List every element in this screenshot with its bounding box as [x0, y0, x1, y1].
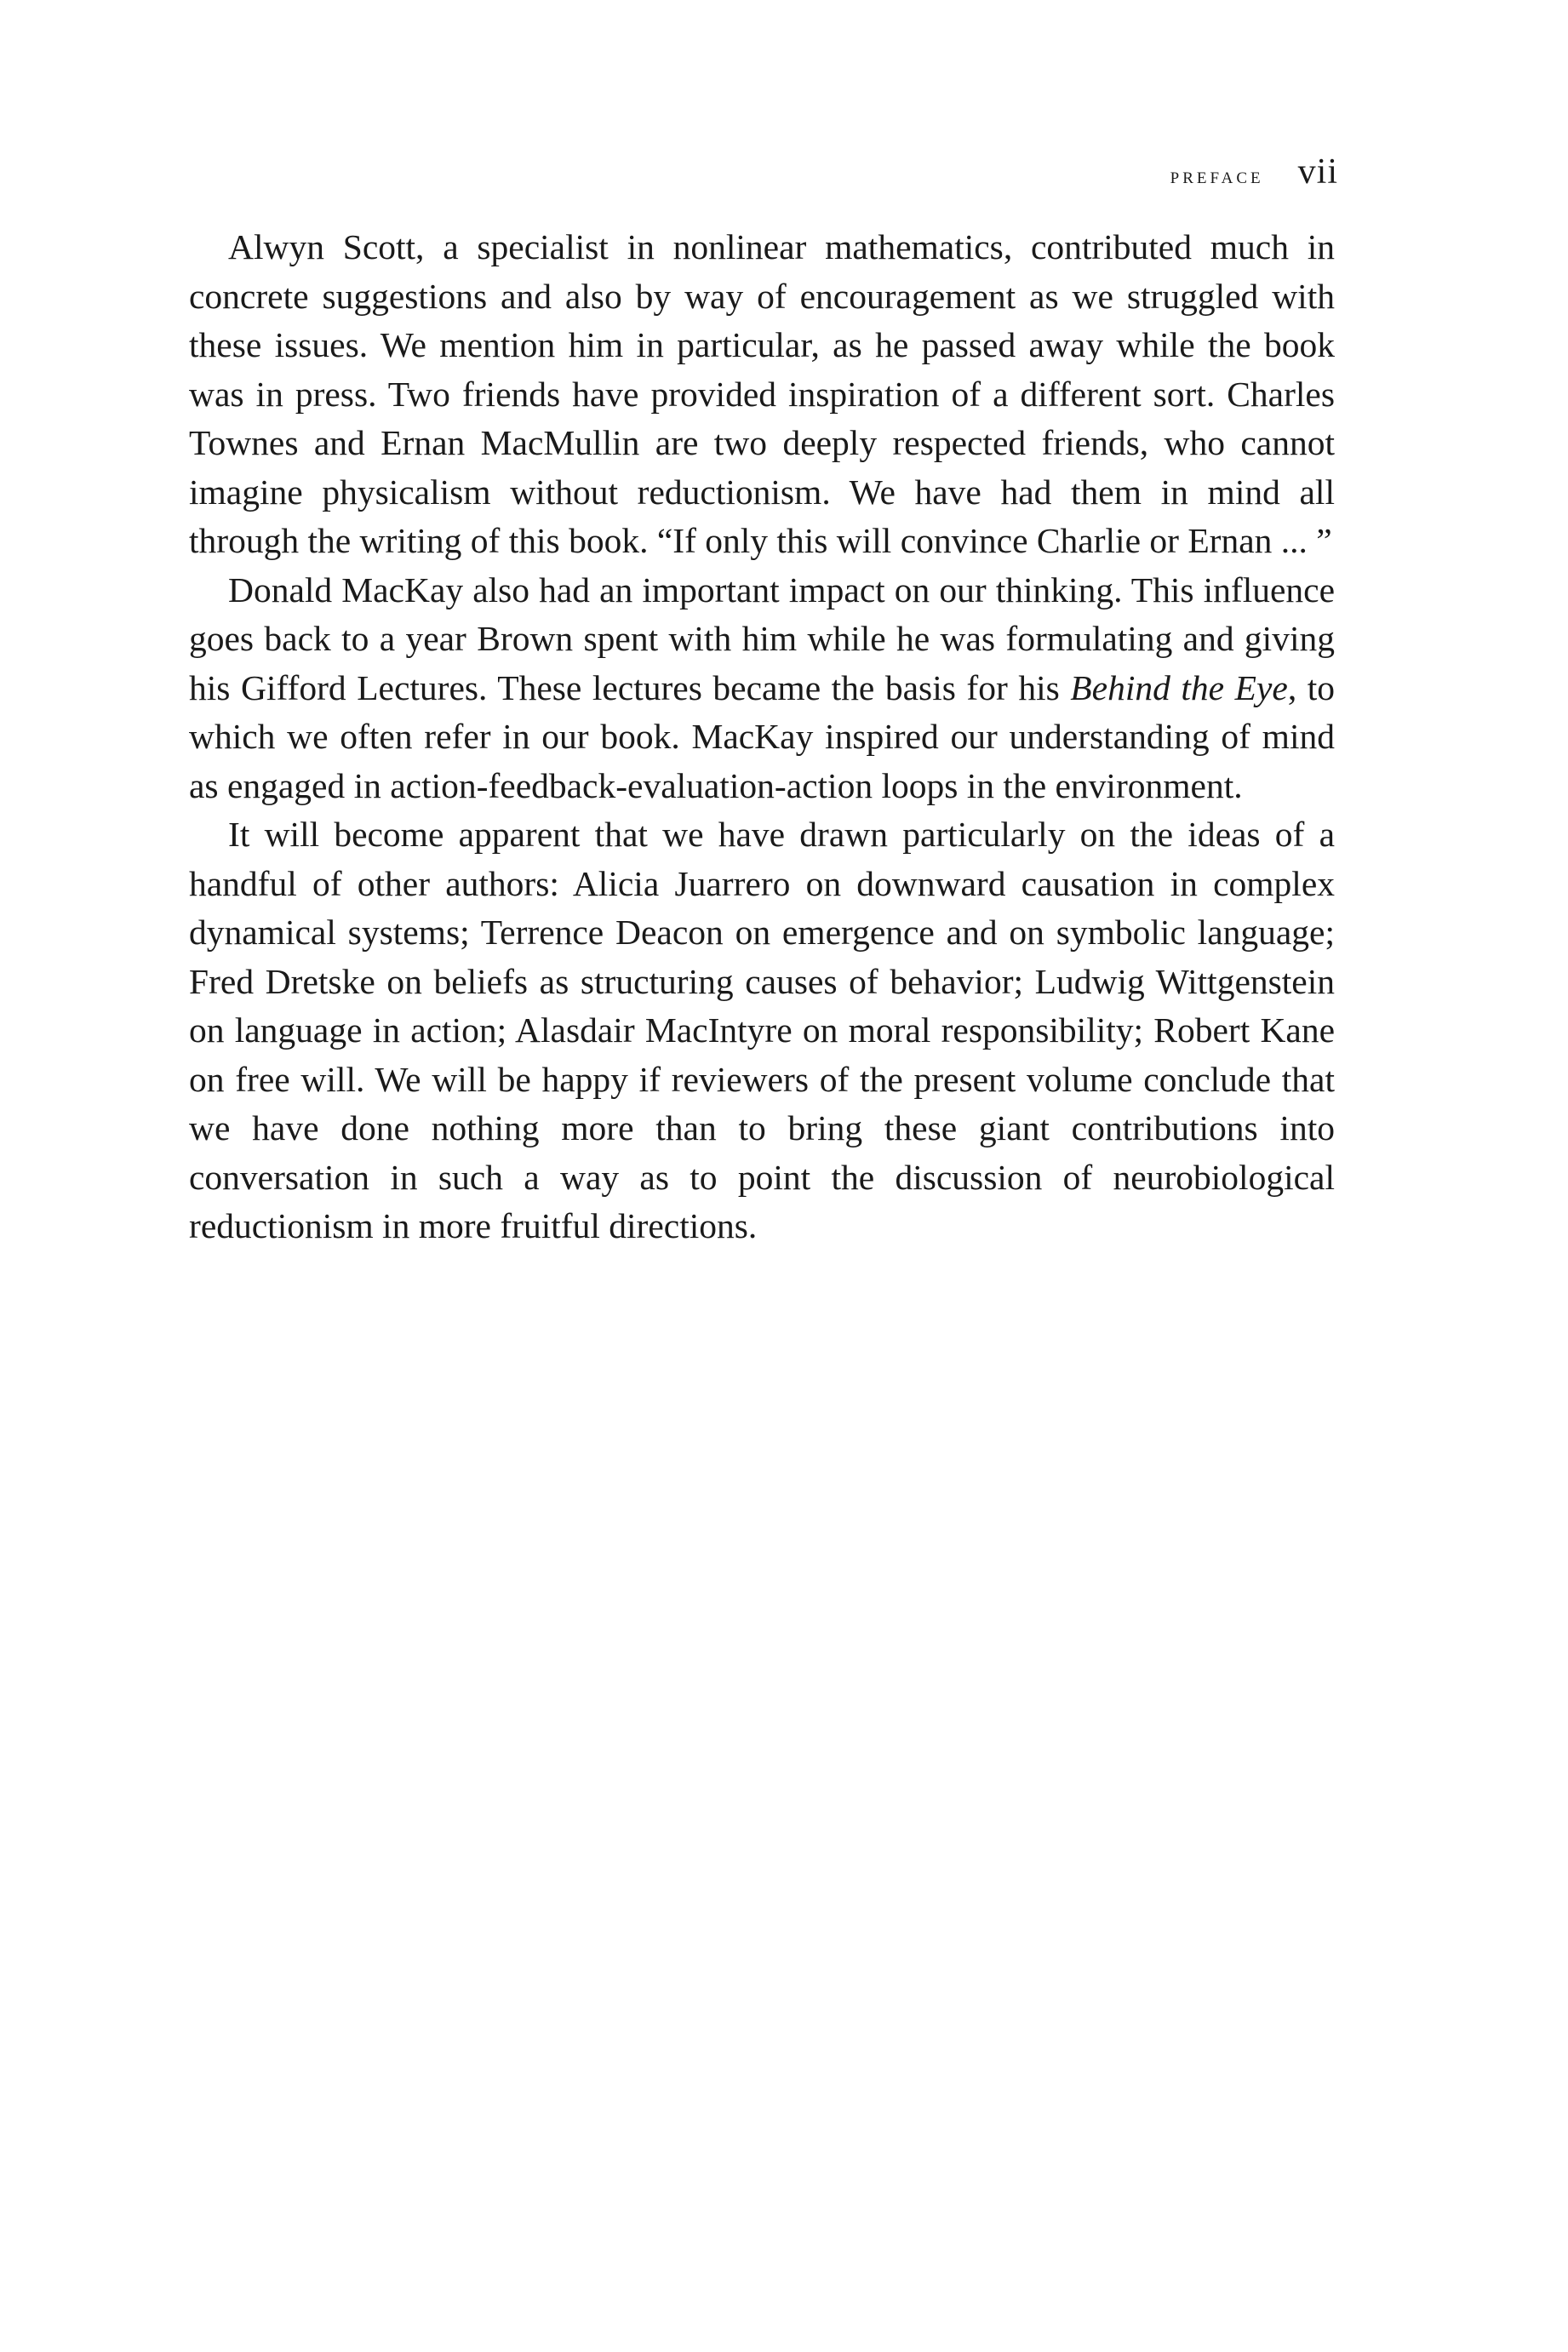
running-head-section: preface — [1170, 163, 1264, 188]
book-title-behind-the-eye: Behind the Eye — [1070, 667, 1288, 707]
body-text — [189, 223, 1335, 1251]
paragraph-3: It will become apparent that we have drawn particularly on the ideas of a handful of other authors: Alicia Juarrero on downward causation in complex dynamical systems; Terrence Deacon on emergence and on symbolic language; Fred Dretske on beliefs as structuring causes of behavior; Ludwig Wittgenstein on language in action; Alasdair MacIntyre on moral responsibility; Robert Kane on free will. We will be happy if reviewers of the present volume conclude that we have done nothing more than to bring these giant contributions into conversation in such a way as to point the discussion of neurobiological reductionism in more fruitful directions. — [189, 815, 1335, 1245]
paragraph-1: Alwyn Scott, a specialist in nonlinear mathematics, contributed much in concrete suggestions and also by way of encouragement as we struggled with these issues. We mention him in particular, as he passed away while the book was in press. Two friends have provided inspiration of a different sort. Charles Townes and Ernan MacMullin are two deeply respected friends, who cannot imagine physicalism without reductionism. We have had them in mind all through the writing of this book. “If only this will convince Charlie or Ernan ... ” — [189, 227, 1335, 560]
paragraph-2 — [189, 566, 1335, 811]
running-head — [1170, 152, 1338, 192]
paragraph-2-part-1: Donald MacKay also had an important impact on our thinking. This influence goes back to a year Brown spent with him while he was formulating and giving his Gifford Lectures. These lectures became the basis for his — [189, 569, 1335, 707]
page-number: vii — [1297, 152, 1338, 192]
paragraph-2-part-2: , to which we often refer in our book. MacKay inspired our understanding of mind as engaged in action-feedback-evaluation-action loops in the environment. — [189, 667, 1335, 805]
